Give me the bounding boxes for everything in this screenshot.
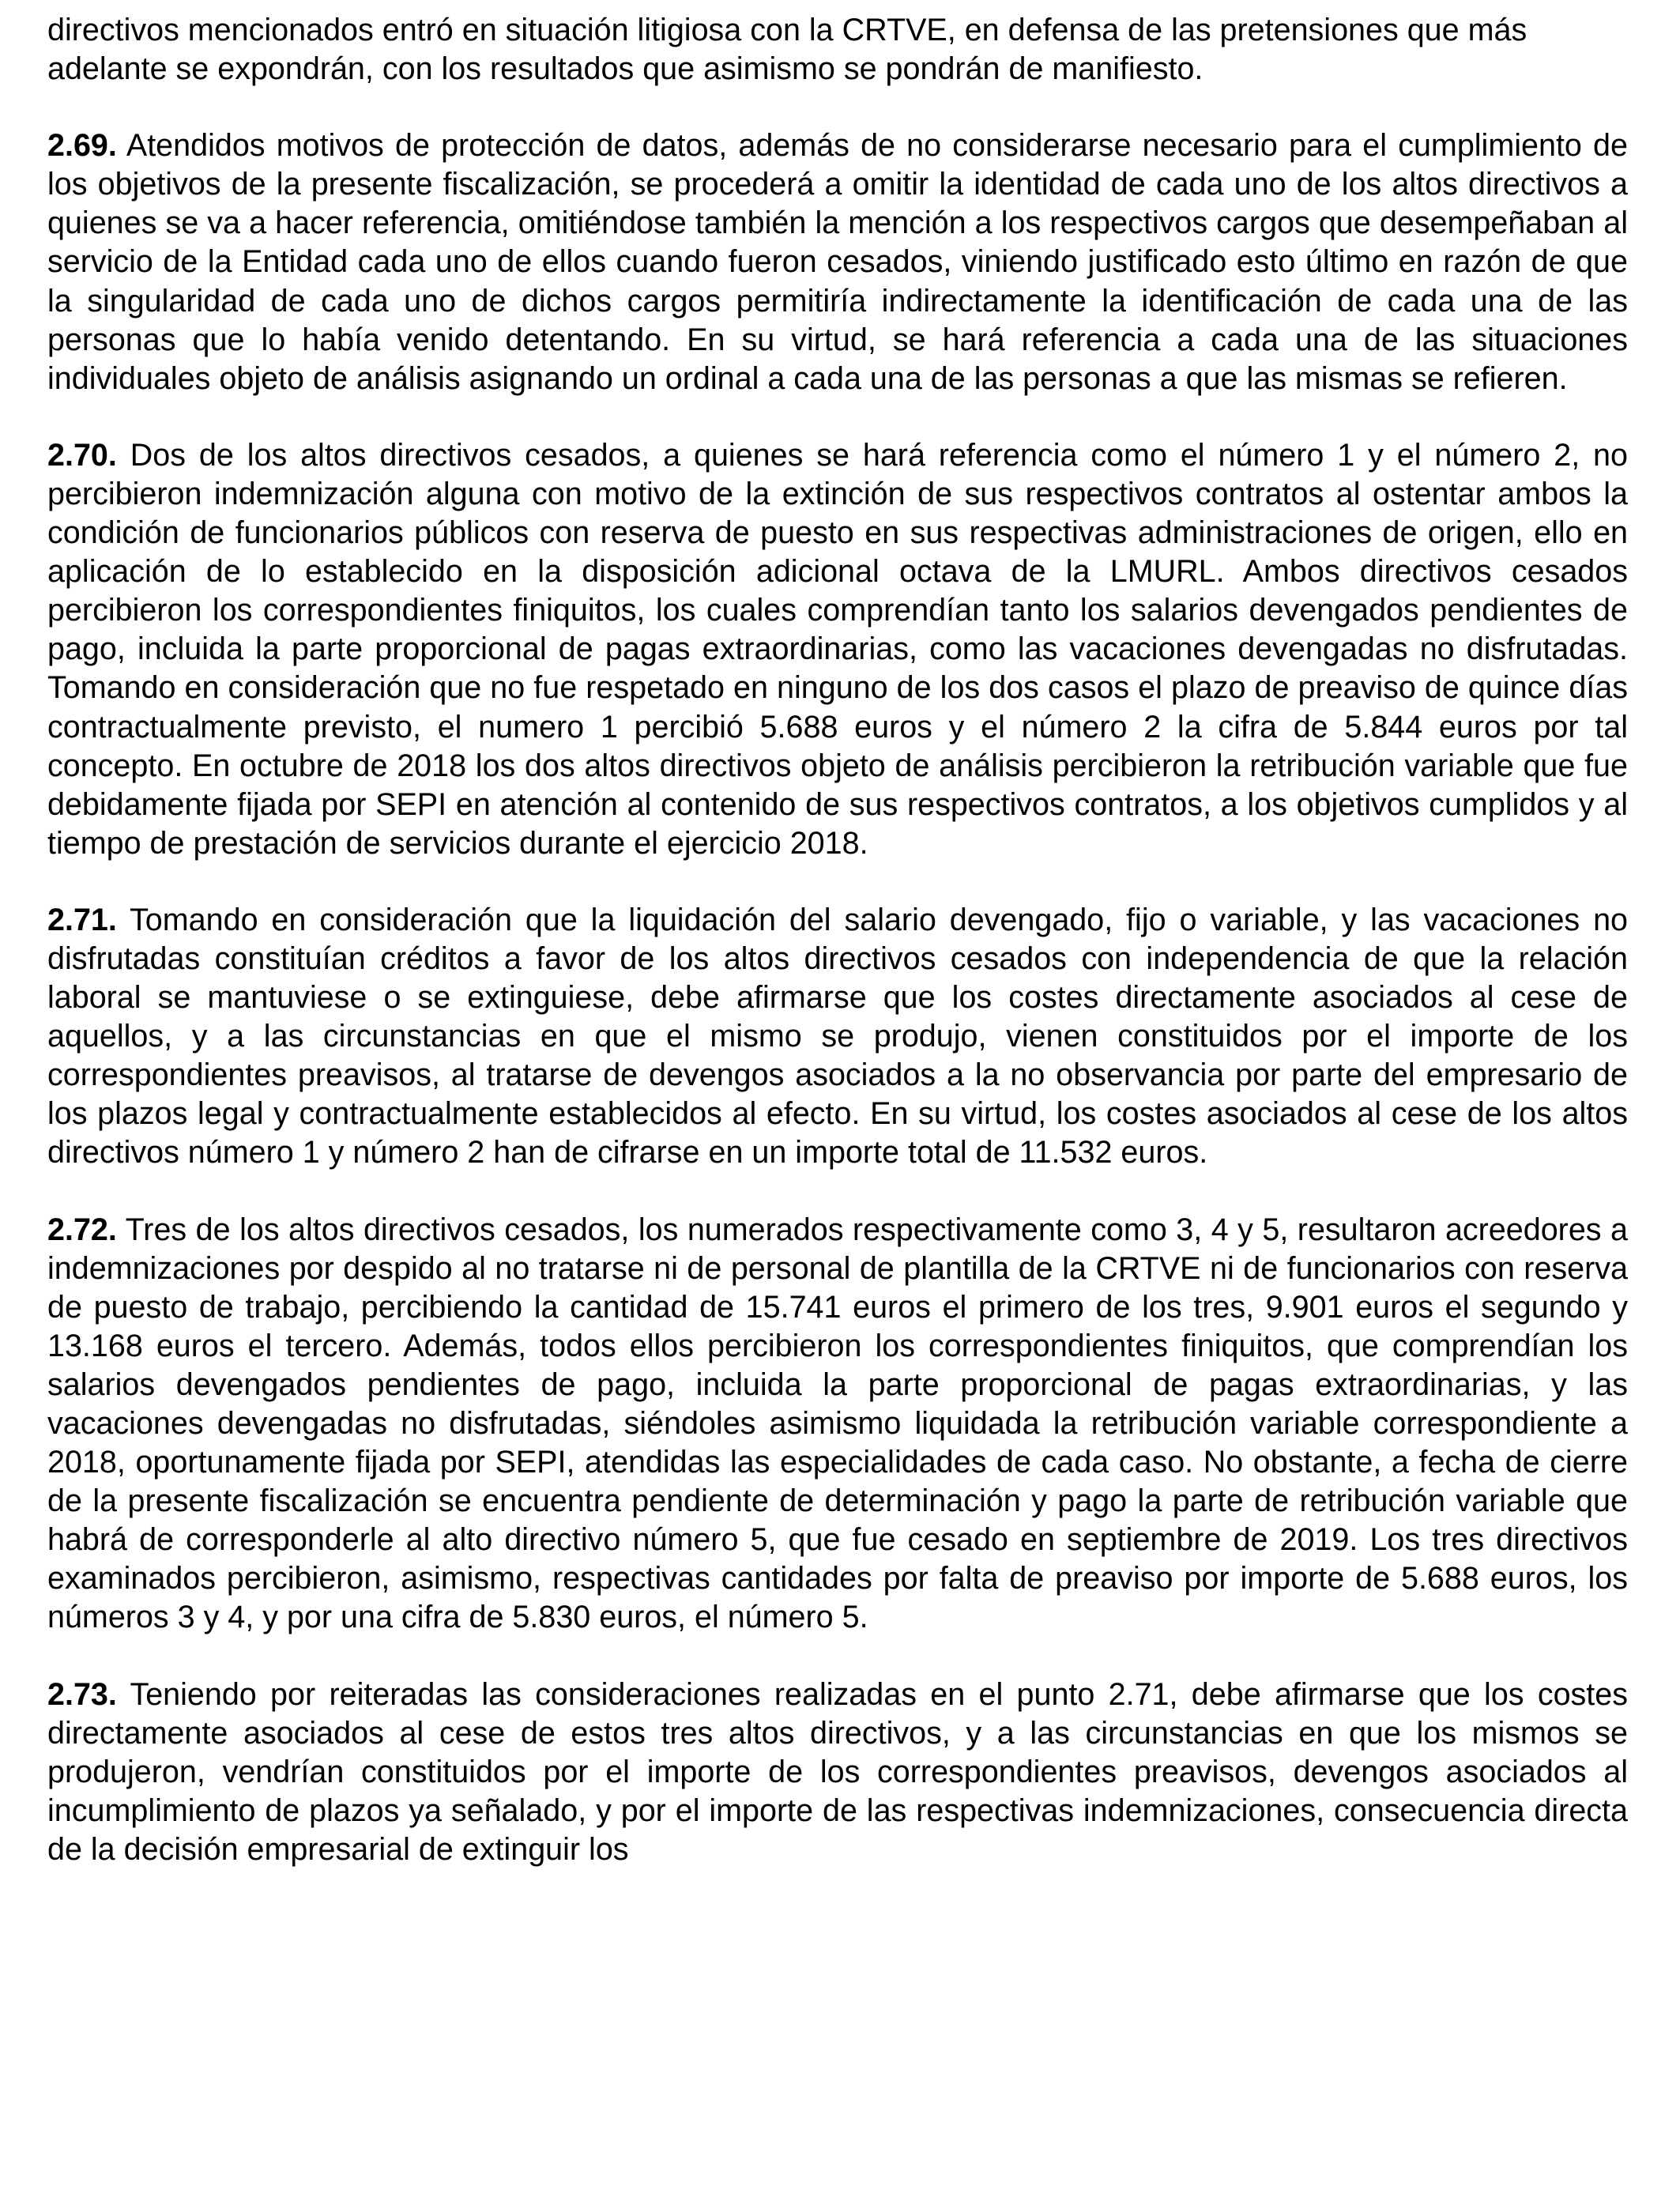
paragraph-2-71 [47,901,1628,1173]
paragraph-number: 2.70. [47,437,117,473]
document-page [47,11,1628,1907]
paragraph-number: 2.71. [47,902,117,937]
paragraph-number: 2.72. [47,1212,117,1247]
paragraph-2-72 [47,1211,1628,1638]
paragraph-text: Dos de los altos directivos cesados, a quienes se hará referencia como el número 1 y el número 2, no percibieron indemnización alguna con motivo de la extinción de sus respectivos contratos al ostentar ambos la condición de funcionarios públicos con reserva de puesto en sus respectivas administraciones de origen, ello en aplicación de lo establecido en la disposición adicional octava de la LMURL. Ambos directivos cesados percibieron los correspondientes finiquitos, los cuales comprendían tanto los salarios devengados pendientes de pago, incluida la parte proporcional de pagas extraordinarias, como las vacaciones devengadas no disfrutadas. Tomando en consideración que no fue respetado en ninguno de los dos casos el plazo de preaviso de quince días contractualmente previsto, el numero 1 percibió 5.688 euros y el número 2 la cifra de 5.844 euros por tal concepto. En octubre de 2018 los dos altos directivos objeto de análisis percibieron la retribución variable que fue debidamente fijada por SEPI en atención al contenido de sus respectivos contratos, a los objetivos cumplidos y al tiempo de prestación de servicios durante el ejercicio 2018. [47,437,1628,861]
paragraph-number: 2.69. [47,128,117,164]
paragraph-text: Tres de los altos directivos cesados, los numerados respectivamente como 3, 4 y 5, resultaron acreedores a indemnizaciones por despido al no tratarse ni de personal de plantilla de la CRTVE ni de funcionarios con reserva de puesto de trabajo, percibiendo la cantidad de 15.741 euros el primero de los tres, 9.901 euros el segundo y 13.168 euros el tercero. Además, todos ellos percibieron los correspondientes finiquitos, que comprendían los salarios devengados pendientes de pago, incluida la parte proporcional de pagas extraordinarias, y las vacaciones devengadas no disfrutadas, siéndoles asimismo liquidada la retribución variable correspondiente a 2018, oportunamente fijada por SEPI, atendidas las especialidades de cada caso. No obstante, a fecha de cierre de la presente fiscalización se encuentra pendiente de determinación y pago la parte de retribución variable que habrá de corresponderle al alto directivo número 5, que fue cesado en septiembre de 2019. Los tres directivos examinados percibieron, asimismo, respectivas cantidades por falta de preaviso por importe de 5.688 euros, los números 3 y 4, y por una cifra de 5.830 euros, el número 5. [47,1212,1629,1635]
paragraph-text: Teniendo por reiteradas las consideraciones realizadas en el punto 2.71, debe afirmarse que los costes directamente asociados al cese de estos tres altos directivos, y a las circunstancias en que los mismos se produjeron, vendrían constituidos por el importe de los correspondientes preavisos, devengos asociados al incumplimiento de plazos ya señalado, y por el importe de las respectivas indemnizaciones, consecuencia directa de la decisión empresarial de extinguir los [47,1676,1628,1867]
paragraph-text: Tomando en consideración que la liquidación del salario devengado, fijo o variable, y las vacaciones no disfrutadas constituían créditos a favor de los altos directivos cesados con independencia de que la relación laboral se mantuviese o se extinguiese, debe afirmarse que los costes directamente asociados al cese de aquellos, y a las circunstancias en que el mismo se produjo, vienen constituidos por el importe de los correspondientes preavisos, al tratarse de devengos asociados a la no observancia por parte del empresario de los plazos legal y contractualmente establecidos al efecto. En su virtud, los costes asociados al cese de los altos directivos número 1 y número 2 han de cifrarse en un importe total de 11.532 euros. [47,902,1628,1171]
paragraph-2-70 [47,436,1628,863]
paragraph-continuation [47,11,1628,89]
paragraph-text: directivos mencionados entró en situación litigiosa con la CRTVE, en defensa de las pretensiones que más adelante se expondrán, con los resultados que asimismo se pondrán de manifiesto. [47,13,1527,87]
paragraph-2-69 [47,126,1628,398]
paragraph-text: Atendidos motivos de protección de datos, además de no considerarse necesario para el cumplimiento de los objetivos de la presente fiscalización, se procederá a omitir la identidad de cada uno de los altos directivos a quienes se va a hacer referencia, omitiéndose también la mención a los respectivos cargos que desempeñaban al servicio de la Entidad cada uno de ellos cuando fueron cesados, viniendo justificado esto último en razón de que la singularidad de cada uno de dichos cargos permitiría indirectamente la identificación de cada una de las personas que lo había venido detentando. En su virtud, se hará referencia a cada una de las situaciones individuales objeto de análisis asignando un ordinal a cada una de las personas a que las mismas se refieren. [47,128,1628,396]
paragraph-number: 2.73. [47,1676,117,1712]
paragraph-2-73 [47,1676,1628,1869]
